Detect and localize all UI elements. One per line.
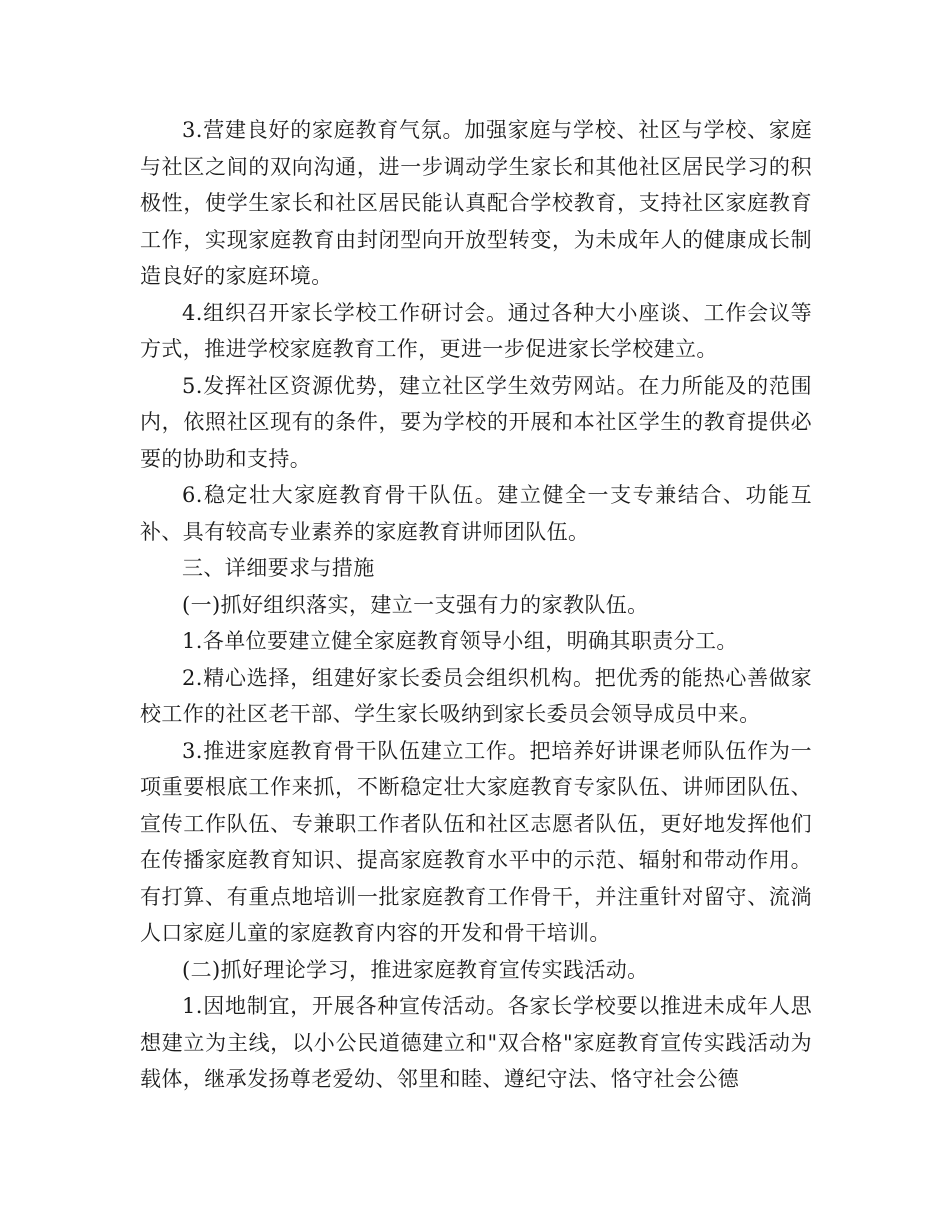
paragraph-org-2: 2.精心选择，组建好家长委员会组织机构。把优秀的能热心善做家校工作的社区老干部、学生家长吸纳到家长委员会领导成员中来。 <box>140 665 812 726</box>
paragraph-theory-1: 1.因地制宜，开展各种宣传活动。各家长学校要以推进未成年人思想建立为主线，以小公民道德建立和"双合格"家庭教育宣传实践活动为载体，继承发扬尊老爱幼、邻里和睦、遵纪守法、恪守社会公德 <box>140 994 812 1091</box>
paragraph-org-1: 1.各单位要建立健全家庭教育领导小组，明确其职责分工。 <box>182 629 738 653</box>
subsection-heading-theory: (二)抓好理论学习，推进家庭教育宣传实践活动。 <box>182 957 649 982</box>
paragraph-goal-3: 3.营建良好的家庭教育气氛。加强家庭与学校、社区与学校、家庭与社区之间的双向沟通，进一步调动学生家长和其他社区居民学习的积极性，使学生家长和社区居民能认真配合学校教育，支持社区家庭教育工作，实现家庭教育由封闭型向开放型转变，为未成年人的健康成长制造良好的家庭环境。 <box>140 118 812 288</box>
document-body <box>140 112 812 1098</box>
paragraph-goal-6: 6.稳定壮大家庭教育骨干队伍。建立健全一支专兼结合、功能互补、具有较高专业素养的家庭教育讲师团队伍。 <box>140 483 812 544</box>
paragraph-goal-4: 4.组织召开家长学校工作研讨会。通过各种大小座谈、工作会议等方式，推进学校家庭教育工作，更进一步促进家长学校建立。 <box>140 300 812 361</box>
section-heading-requirements: 三、详细要求与措施 <box>182 556 375 580</box>
paragraph-org-3: 3.推进家庭教育骨干队伍建立工作。把培养好讲课老师队伍作为一项重要根底工作来抓，不断稳定壮大家庭教育专家队伍、讲师团队伍、宣传工作队伍、专兼职工作者队伍和社区志愿者队伍，更好地发挥他们在传播家庭教育知识、提高家庭教育水平中的示范、辐射和带动作用。有打算、有重点地培训一批家庭教育工作骨干，并注重针对留守、流淌人口家庭儿童的家庭教育内容的开发和骨干培训。 <box>140 738 812 945</box>
paragraph-goal-5: 5.发挥社区资源优势，建立社区学生效劳网站。在力所能及的范围内，依照社区现有的条件，要为学校的开展和本社区学生的教育提供必要的协助和支持。 <box>140 373 812 471</box>
subsection-heading-organization: (一)抓好组织落实，建立一支强有力的家教队伍。 <box>182 592 649 617</box>
